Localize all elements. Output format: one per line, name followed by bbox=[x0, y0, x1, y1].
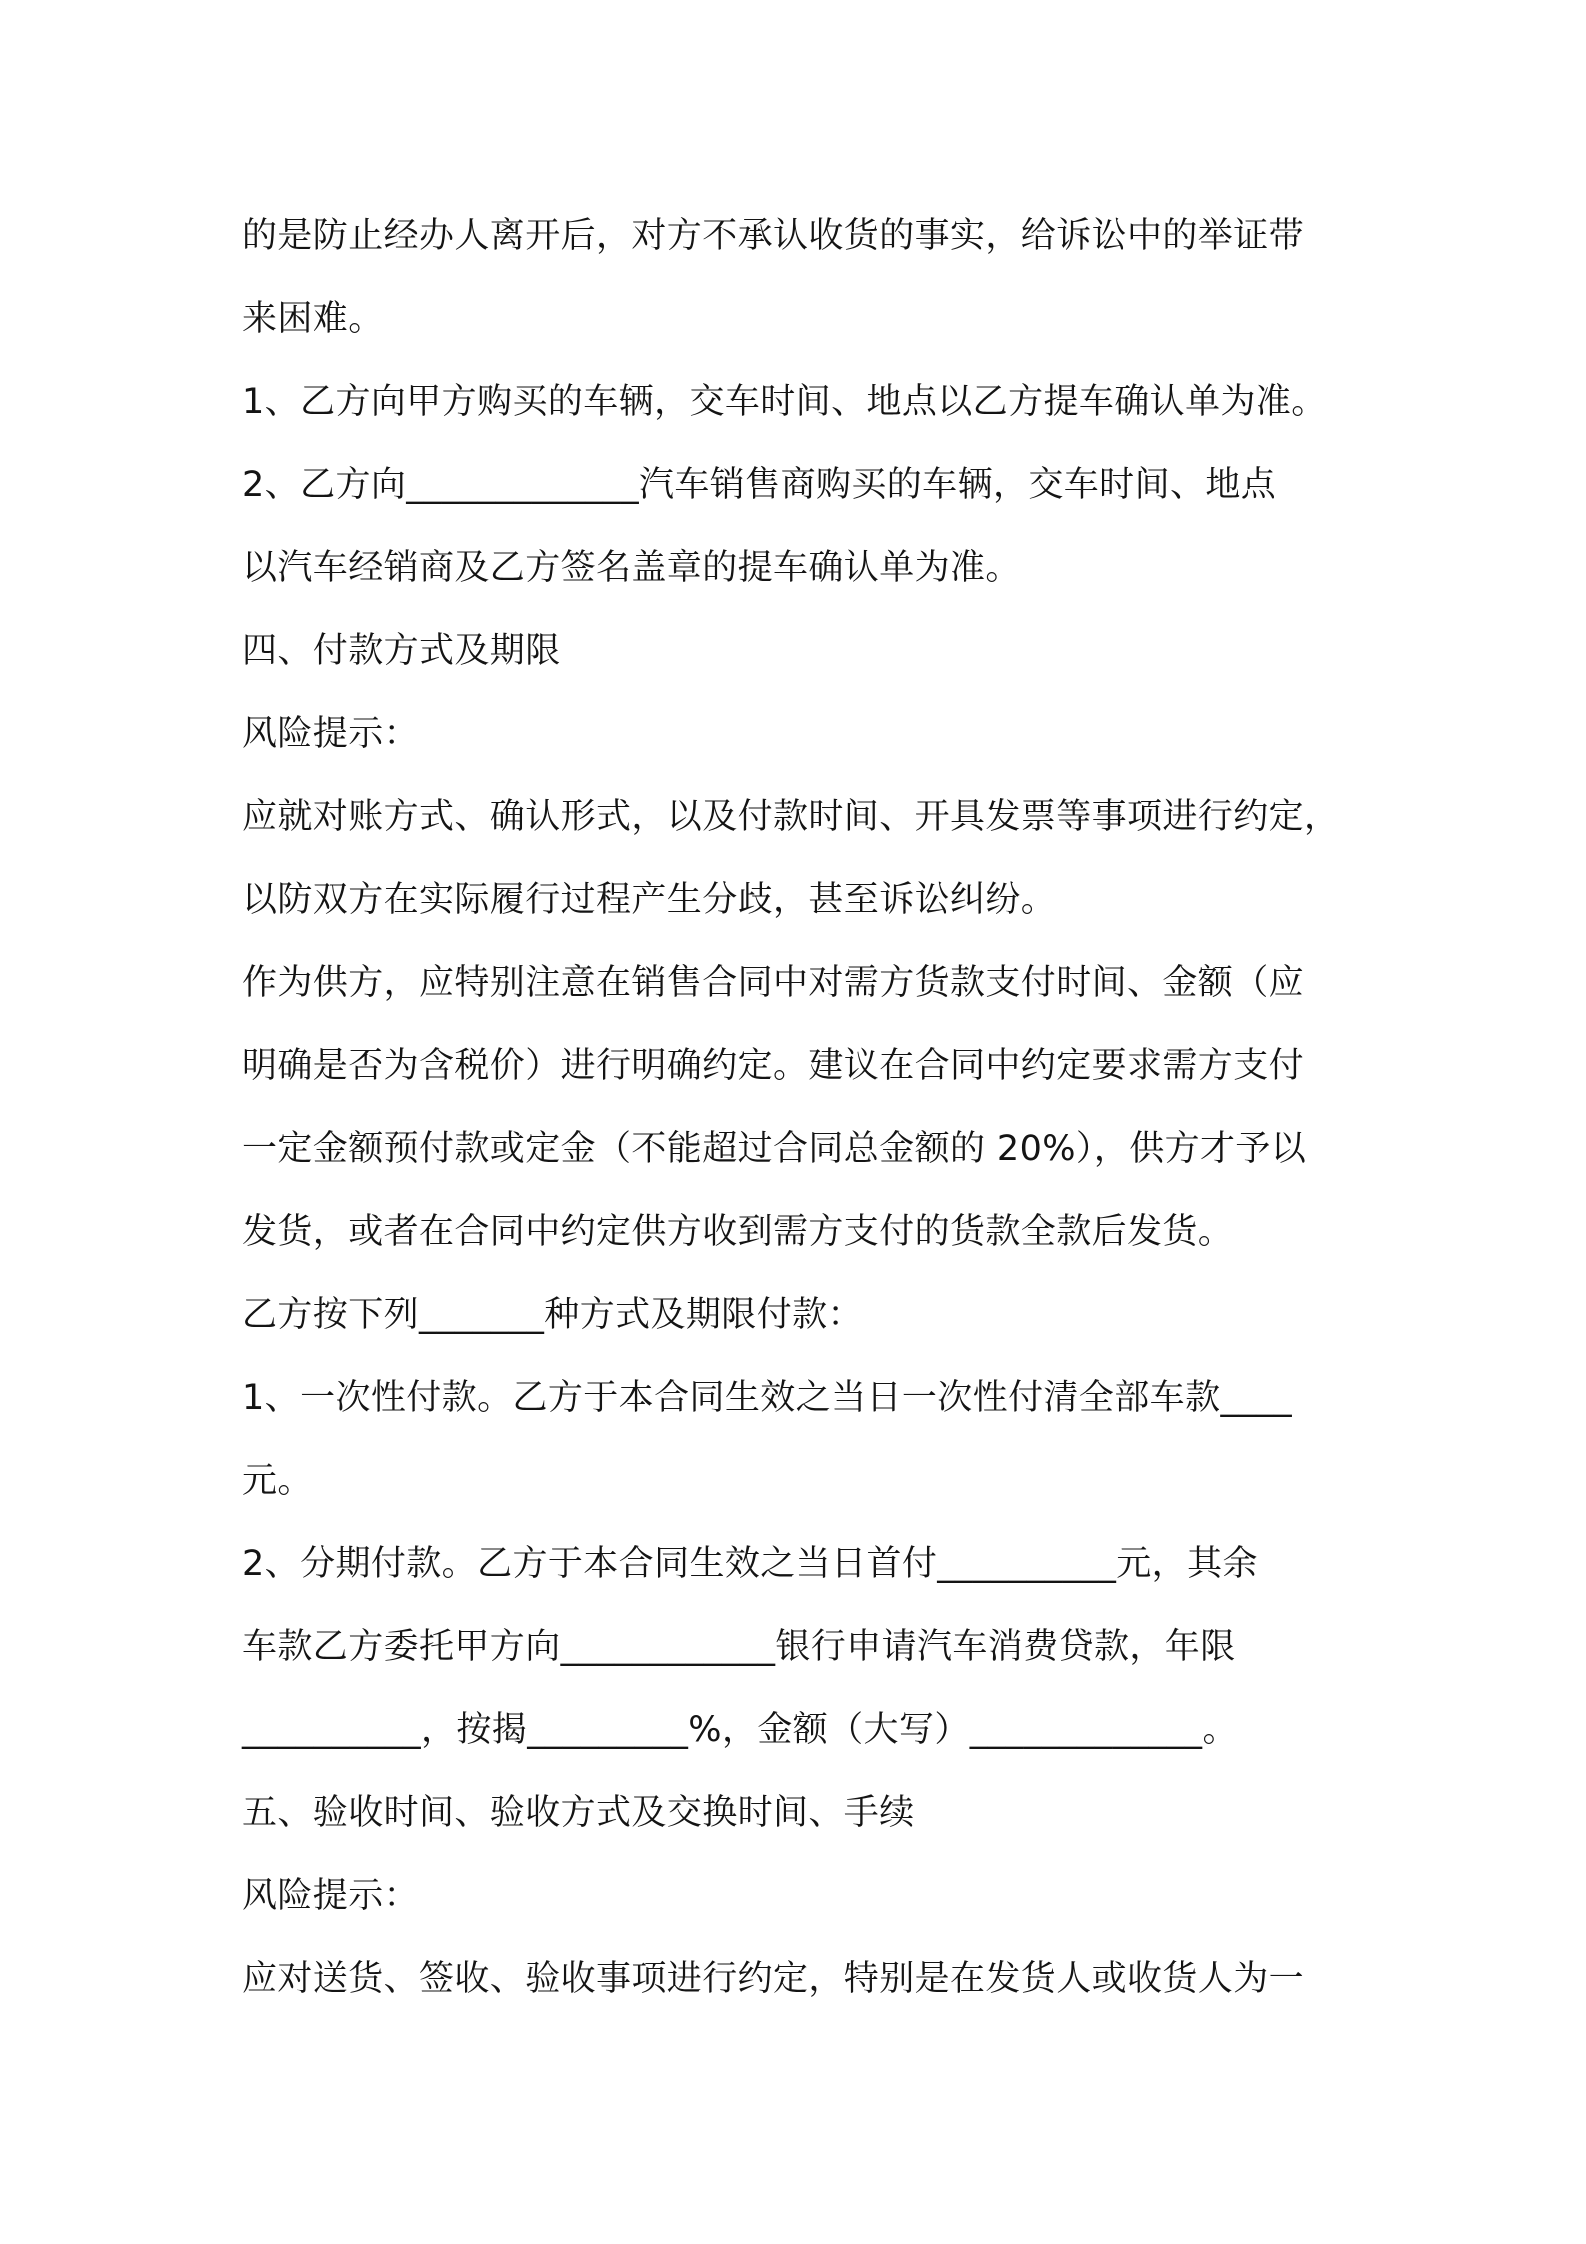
risk-label: 风险提示： bbox=[242, 714, 420, 754]
text-line: 发货，或者在合同中约定供方收到需方支付的货款全款后发货。 bbox=[242, 1212, 1234, 1252]
section-heading: 四、付款方式及期限 bbox=[242, 631, 561, 671]
text-line: 作为供方，应特别注意在销售合同中对需方货款支付时间、金额（应 bbox=[242, 963, 1305, 1003]
text-line: 应对送货、签收、验收事项进行约定，特别是在发货人或收货人为一 bbox=[242, 1959, 1305, 1999]
text-line: 的是防止经办人离开后，对方不承认收货的事实，给诉讼中的举证带 bbox=[242, 216, 1305, 256]
text-line: 以汽车经销商及乙方签名盖章的提车确认单为准。 bbox=[242, 548, 1021, 588]
document-body bbox=[242, 195, 1362, 2021]
text-line: 以防双方在实际履行过程产生分歧，甚至诉讼纠纷。 bbox=[242, 880, 1057, 920]
text-line: __________，按揭_________%，金额（大写）_____________。 bbox=[242, 1710, 1238, 1750]
text-line: 2、分期付款。乙方于本合同生效之当日首付__________元，其余 bbox=[242, 1544, 1258, 1584]
text-line: 一定金额预付款或定金（不能超过合同总金额的 20%），供方才予以 bbox=[242, 1129, 1307, 1169]
text-line: 元。 bbox=[242, 1461, 313, 1501]
text-line: 2、乙方向_____________汽车销售商购买的车辆，交车时间、地点 bbox=[242, 465, 1277, 505]
text-line: 1、乙方向甲方购买的车辆，交车时间、地点以乙方提车确认单为准。 bbox=[242, 382, 1327, 422]
section-heading: 五、验收时间、验收方式及交换时间、手续 bbox=[242, 1793, 915, 1833]
text-line: 明确是否为含税价）进行明确约定。建议在合同中约定要求需方支付 bbox=[242, 1046, 1305, 1086]
text-line: 车款乙方委托甲方向____________银行申请汽车消费贷款，年限 bbox=[242, 1627, 1236, 1667]
risk-label: 风险提示： bbox=[242, 1876, 420, 1916]
text-line: 来困难。 bbox=[242, 299, 384, 339]
text-line: 1、一次性付款。乙方于本合同生效之当日一次性付清全部车款____ bbox=[242, 1378, 1293, 1418]
text-line: 应就对账方式、确认形式，以及付款时间、开具发票等事项进行约定， bbox=[242, 797, 1340, 837]
text-line: 乙方按下列_______种方式及期限付款： bbox=[242, 1295, 863, 1335]
